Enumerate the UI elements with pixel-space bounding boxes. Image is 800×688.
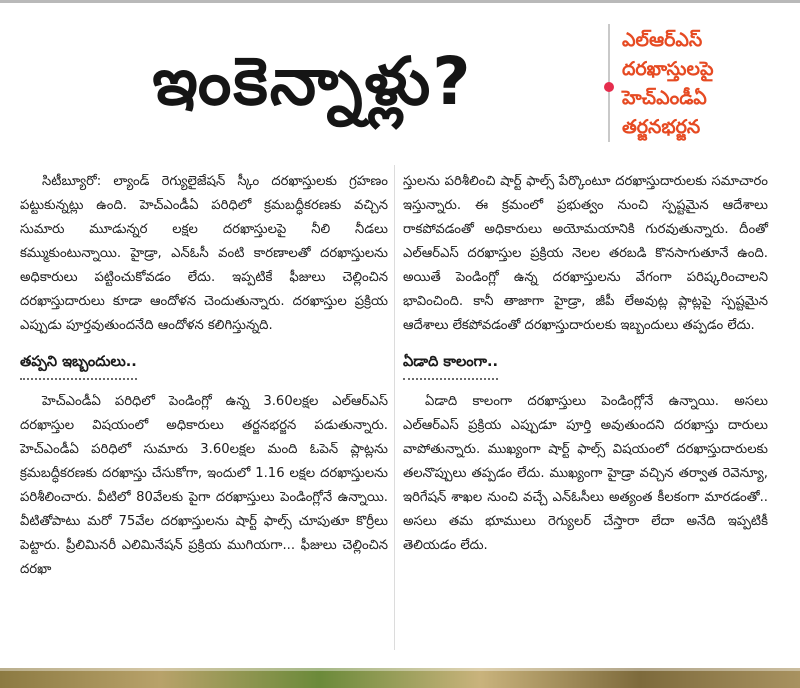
left-subheading: తప్పని ఇబ్బందులు.. — [20, 350, 137, 380]
deck-bullet-dot — [604, 82, 614, 92]
left-paragraph-1: సిటీబ్యూరో: ల్యాండ్ రెగ్యులైజేషన్ స్కీం దరఖాస్తులకు గ్రహణం పట్టుకున్నట్లు ఉంది. హెచ్ఎండీఏ పరిధిలో క్రమబద్ధీకరణకు వచ్చిన సుమారు మూడున్నర లక్షల దరఖాస్తులపై నీలి నీడలు కమ్ముకుంటున్నాయి. హైడ్రా, ఎన్ఓసీ వంటి కారణాలతో దరఖాస్తులను అధికారులు పట్టించుకోవడం లేదు. ఇప్పటికే ఫీజులు చెల్లించిన దరఖాస్తుదారులు కూడా ఆందోళన చెందుతున్నారు. దరఖాస్తుల ప్రక్రియ ఎప్పుడు పూర్తవుతుందనేది ఆందోళన కలిగిస్తున్నది. — [20, 174, 388, 333]
right-paragraph-2: ఏడాది కాలంగా దరఖాస్తులు పెండింగ్లోనే ఉన్నాయి. అసలు ఎల్ఆర్ఎస్ ప్రక్రియ ఎప్పుడూ పూర్తి అవుతుందని దరఖాస్తు దారులు వాపోతున్నారు. ముఖ్యంగా షార్ట్ ఫాల్స్ విషయంలో దరఖాస్తుదారులకు తలనొప్పులు తప్పడం లేదు. ముఖ్యంగా హైడ్రా వచ్చిన తర్వాత రెవెన్యూ, ఇరిగేషన్ శాఖల నుంచి వచ్చే ఎన్ఓసీలు అత్యంత కీలకంగా మారడంతో.. అసలు తమ భూములు రెగ్యులర్ చేస్తారా లేదా అనేది ఇప్పటికీ తెలియడం లేదు. — [403, 394, 768, 553]
deck-line-3: హెచ్ఎండీఏ — [622, 87, 707, 109]
headline: ఇంకెన్నాళ్లు? — [152, 42, 473, 120]
deck-line-1: ఎల్ఆర్ఎస్ — [622, 29, 703, 51]
left-paragraph-2: హెచ్ఎండీఏ పరిధిలో పెండింగ్లో ఉన్న 3.60లక్షల ఎల్ఆర్ఎస్ దరఖాస్తుల విషయంలో అధికారులు తర్జనభర్జన పడుతున్నారు. హెచ్ఎండీఏ పరిధిలో సుమారు 3.60లక్షల మంది ఓపెన్ ప్లాట్లను క్రమబద్ధీకరణకు దరఖాస్తు చేసుకోగా, ఇందులో 1.16 లక్షల దరఖాస్తులను పరిశీలించారు. వీటిలో 80వేలకు పైగా దరఖాస్తులు పెండింగ్లోనే ఉన్నాయి. వీటితోపాటు మరో 75వేల దరఖాస్తులను షార్ట్ ఫాల్స్ చూపుతూ కొర్రీలు పెట్టారు. ప్రీలిమినరీ ఎలిమినేషన్ ప్రక్రియ ముగియగా... ఫీజులు చెల్లించిన దరఖా — [20, 394, 388, 577]
deck-line-2: దరఖాస్తులపై — [622, 58, 714, 80]
top-rule — [0, 0, 800, 3]
column-divider — [394, 165, 395, 650]
right-subheading: ఏడాది కాలంగా.. — [403, 350, 498, 380]
right-paragraph-1: స్తులను పరిశీలించి షార్ట్ ఫాల్స్ పేర్కొంటూ దరఖాస్తుదారులకు సమాచారం ఇస్తున్నారు. ఈ క్రమంలో ప్రభుత్వం నుంచి స్పష్టమైన ఆదేశాలు రాకపోవడంతో అధికారులు అయోమయానికి గురవుతున్నారు. దీంతో ఎల్ఆర్ఎస్ దరఖాస్తుల ప్రక్రియ నెలల తరబడి కొనసాగుతూనే ఉంది. అయితే పెండింగ్లో ఉన్న దరఖాస్తులను వేగంగా పరిష్కరించాలని భావించింది. కానీ తాజాగా హైడ్రా, జీపీ లేఅవుట్ల ప్లాట్లపై స్పష్టమైన ఆదేశాలు లేకపోవడంతో దరఖాస్తుదారులకు ఇబ్బందులు తప్పడం లేదు. — [403, 174, 768, 333]
right-column — [403, 170, 768, 558]
deck-line-4: తర్జనభర్జన — [622, 116, 701, 138]
bottom-photo-strip — [0, 668, 800, 688]
left-column — [20, 170, 388, 582]
deck — [622, 26, 792, 142]
